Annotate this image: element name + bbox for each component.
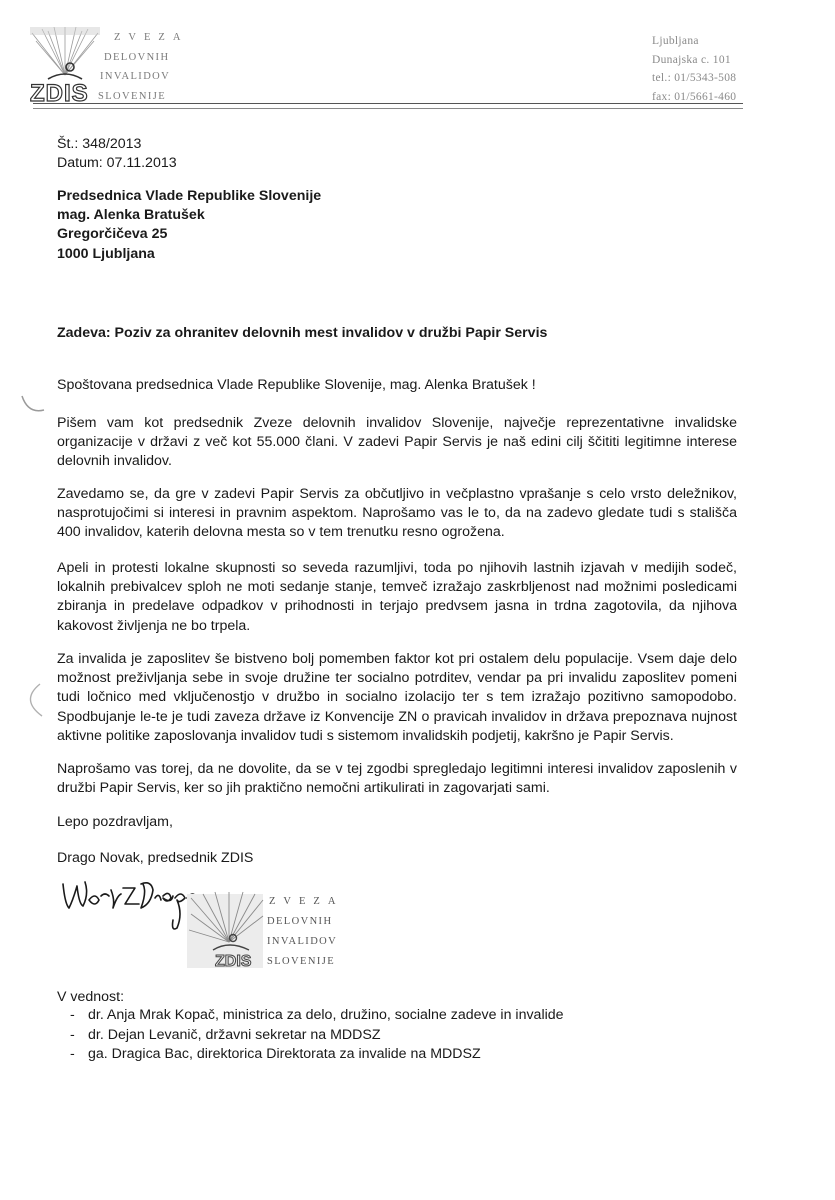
salutation: Spoštovana predsednica Vlade Republike Slovenije, mag. Alenka Bratušek ! (57, 377, 536, 393)
reference-number: Št.: 348/2013 (57, 136, 142, 152)
stamp-logo-text: ZDIS (215, 953, 252, 970)
stamp-line: SLOVENIJE (267, 956, 336, 967)
cc-item: - dr. Dejan Levanič, državni sekretar na MDDSZ (70, 1026, 564, 1046)
body-paragraph: Zavedamo se, da gre v zadevi Papir Servis za občutljivo in večplastno vprašanje s celo vrsto deležnikov, nasprotujočimi si interesi in pravnim aspektom. Naprošamo vas le to, da na zadevo gledate tudi s stališča 400 invalidov, katerih delovna mesta so v tem trenutku resno ogrožena. (57, 486, 737, 541)
letter-date: Datum: 07.11.2013 (57, 155, 177, 172)
recipient-line: 1000 Ljubljana (57, 245, 155, 262)
stamp-line: DELOVNIH (267, 916, 333, 927)
logo-text: ZDIS (30, 80, 89, 105)
org-name-line: SLOVENIJE (98, 90, 167, 102)
letterhead (0, 0, 835, 118)
cc-label: V vednost: (57, 989, 125, 1005)
scan-artifact-icon (18, 392, 48, 418)
contact-city: Ljubljana (652, 35, 699, 47)
contact-info (652, 32, 736, 106)
org-name-line: INVALIDOV (100, 71, 171, 82)
recipient-line: Predsednica Vlade Republike Slovenije (57, 188, 322, 204)
cc-list (70, 1006, 564, 1065)
zdis-logo-icon (30, 27, 100, 105)
letterhead-divider (33, 108, 743, 109)
organization-name (98, 28, 188, 106)
closing: Lepo pozdravljam, (57, 814, 173, 830)
letterhead-divider (33, 103, 743, 104)
letter-subject: Zadeva: Poziv za ohranitev delovnih mest invalidov v družbi Papir Servis (57, 325, 548, 341)
contact-phone: tel.: 01/5343-508 (652, 72, 737, 84)
recipient-address (57, 187, 321, 264)
signatory: Drago Novak, predsednik ZDIS (57, 850, 254, 866)
body-paragraph: Pišem vam kot predsednik Zveze delovnih invalidov Slovenije, največje reprezentativne invalidske organizacije v državi z več kot 55.000 člani. V zadevi Papir Servis je naš edini cilj ščititi legitimne interese delovnih invalidov. (57, 415, 737, 470)
body-paragraph: Naprošamo vas torej, da ne dovolite, da se v tej zgodbi spregledajo legitimni interesi invalidov zaposlenih v družbi Papir Servis, ker so jih praktično nemočni artikulirati in zagovarjati sami. (57, 761, 737, 797)
org-name-line: DELOVNIH (104, 51, 170, 63)
cc-item: - ga. Dragica Bac, direktorica Direktorata za invalide na MDDSZ (70, 1045, 564, 1065)
body-paragraph: Za invalida je zaposlitev še bistveno bolj pomemben faktor kot pri ostalem delu populacije. Vsem daje delo možnost preživljanja sebe in svoje družine ter socialno potrditev, vendar pa pri invalidu zaposlitev pomeni tudi ločnico med vključenostjo v družbo in socialno izolacijo ter s tem izražajo pozitivno samopodobo. Spodbujanje le-te je tudi zaveza države iz Konvencije ZN o pravicah invalidov in država prepoznava nujnost aktivne politike zaposlovanja invalidov tudi s sistemom invalidskih podjetij, kakršno je Papir Servis. (57, 651, 737, 744)
org-name-line: ZVEZA (114, 32, 189, 43)
recipient-line: mag. Alenka Bratušek (57, 207, 205, 224)
scan-artifact-icon (18, 680, 48, 720)
contact-address: Dunajska c. 101 (652, 53, 731, 66)
recipient-line: Gregorčičeva 25 (57, 226, 168, 243)
letter-meta (57, 135, 177, 173)
stamp-line: ZVEZA (269, 896, 344, 907)
stamp-text (267, 892, 343, 972)
stamp-line: INVALIDOV (267, 936, 338, 947)
stamp-logo-icon (185, 890, 265, 970)
contact-fax: fax: 01/5661-460 (652, 90, 737, 103)
cc-item: - dr. Anja Mrak Kopač, ministrica za delo, družino, socialne zadeve in invalide (70, 1006, 564, 1026)
organization-stamp (185, 890, 345, 975)
body-paragraph: Apeli in protesti lokalne skupnosti so seveda razumljivi, toda po njihovih lastnih izjavah v medijih sodeč, lokalnih prebivalcev sploh ne moti sedanje stanje, temveč izražajo zaskrbljenost nad možnimi posledicami zbiranja in predelave odpadkov v prihodnosti in terjajo predvsem jasna in trdna zagotovila, da njihova kakovost življenja ne bo trpela. (57, 560, 737, 634)
